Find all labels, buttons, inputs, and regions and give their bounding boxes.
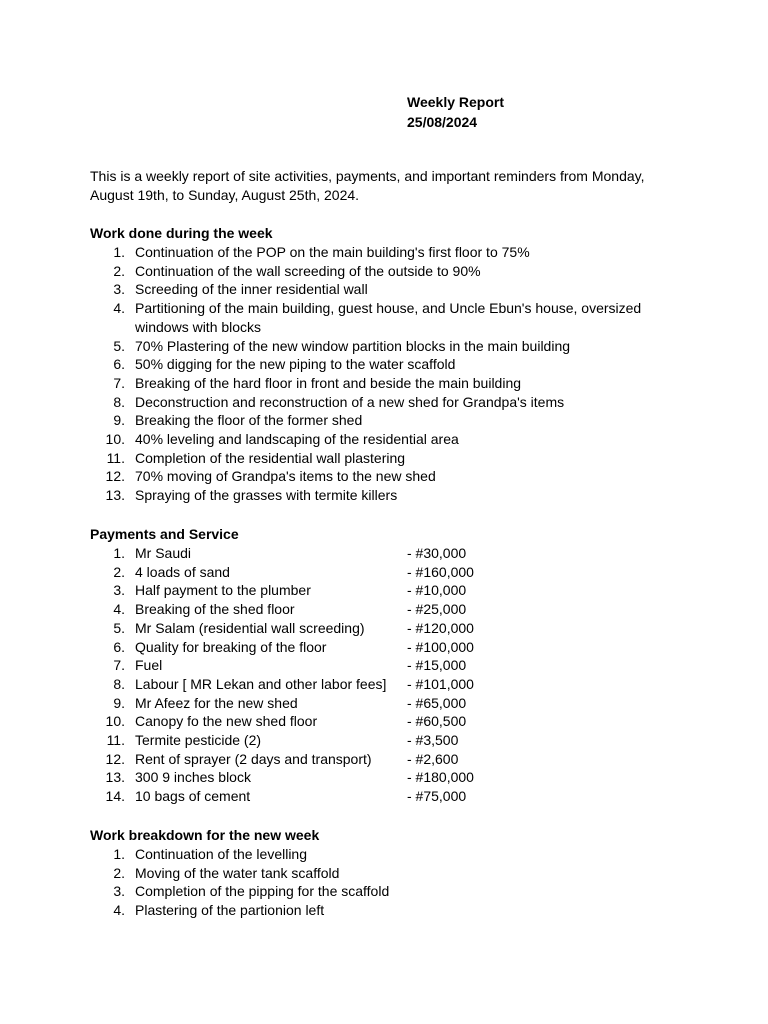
list-item: 4. Plastering of the partionion left xyxy=(113,902,325,919)
payment-description: Labour [ MR Lekan and other labor fees] xyxy=(135,675,387,692)
list-item: 12. 70% moving of Grandpa's items to the new shed xyxy=(105,468,436,485)
payment-amount: - #100,000 xyxy=(407,638,474,655)
report-title: Weekly Report xyxy=(407,94,504,110)
payment-description: Mr Saudi xyxy=(135,545,192,561)
payment-description: Breaking of the shed floor xyxy=(135,601,295,618)
list-item: 5. 70% Plastering of the new window partition blocks in the main building xyxy=(113,337,571,354)
list-item: 7. Breaking of the hard floor in front and beside the main building xyxy=(113,374,522,391)
payment-amount: - #160,000 xyxy=(407,563,474,580)
list-item: 4. Partitioning of the main building, guest house, and Uncle Ebun's house, oversized windows with blocks xyxy=(113,300,642,335)
payments-title: Payments and Service xyxy=(90,526,239,542)
list-item: 3. Completion of the pipping for the scaffold xyxy=(113,883,390,900)
table-row: 7. Fuel - #15,000 xyxy=(113,657,467,674)
table-row: 3. Half payment to the plumber - #10,000 xyxy=(113,582,467,599)
next-week-section xyxy=(90,826,690,920)
payments-section xyxy=(90,525,690,806)
payment-description: 300 9 inches block xyxy=(135,769,251,786)
payment-amount: - #25,000 xyxy=(407,601,467,618)
list-item: 2. Moving of the water tank scaffold xyxy=(113,864,340,881)
list-item: 11. Completion of the residential wall plastering xyxy=(106,449,406,466)
payment-amount: - #30,000 xyxy=(407,545,467,561)
table-row: 5. Mr Salam (residential wall screeding) - #120,000 xyxy=(113,619,474,636)
table-row: 4. Breaking of the shed floor - #25,000 xyxy=(113,601,467,618)
work-done-list xyxy=(90,243,690,505)
list-item: 1. Continuation of the POP on the main building's first floor to 75% xyxy=(113,244,530,260)
list-item: 9. Breaking the floor of the former shed xyxy=(113,412,363,429)
table-row: 10. Canopy fo the new shed floor - #60,500 xyxy=(105,713,467,730)
payment-description: Fuel xyxy=(135,657,163,674)
payment-description: Quality for breaking of the floor xyxy=(135,638,327,655)
payment-amount: - #101,000 xyxy=(407,675,474,692)
report-date: 25/08/2024 xyxy=(407,114,478,130)
payment-amount: - #180,000 xyxy=(407,769,474,786)
payment-description: Mr Salam (residential wall screeding) xyxy=(135,619,365,636)
payment-amount: - #60,500 xyxy=(407,713,467,730)
payment-description: 4 loads of sand xyxy=(135,563,230,580)
payment-amount: - #10,000 xyxy=(407,582,467,599)
table-row: 11. Termite pesticide (2) - #3,500 xyxy=(106,732,459,749)
payment-amount: - #65,000 xyxy=(407,694,467,711)
next-week-list xyxy=(90,845,690,920)
payment-description: Termite pesticide (2) xyxy=(135,732,262,749)
table-row: 13. 300 9 inches block - #180,000 xyxy=(105,769,474,786)
payment-description: Mr Afeez for the new shed xyxy=(135,694,298,711)
payment-description: 10 bags of cement xyxy=(135,788,251,805)
report-header xyxy=(407,92,504,132)
payments-list xyxy=(90,544,690,806)
next-week-title: Work breakdown for the new week xyxy=(90,827,320,843)
list-item: 2. Continuation of the wall screeding of the outside to 90% xyxy=(113,262,481,279)
table-row: 12. Rent of sprayer (2 days and transport) - #2,600 xyxy=(105,750,459,767)
payment-description: Canopy fo the new shed floor xyxy=(135,713,318,730)
payment-amount: - #120,000 xyxy=(407,619,474,636)
work-done-title: Work done during the week xyxy=(90,225,273,241)
table-row: 9. Mr Afeez for the new shed - #65,000 xyxy=(113,694,467,711)
payment-amount: - #3,500 xyxy=(407,732,459,749)
payment-amount: - #2,600 xyxy=(407,750,459,767)
table-row: 1. Mr Saudi - #30,000 xyxy=(113,545,467,561)
payment-description: Rent of sprayer (2 days and transport) xyxy=(135,750,372,767)
payment-description: Half payment to the plumber xyxy=(135,582,311,599)
intro-paragraph: This is a weekly report of site activities, payments, and important reminders from Monday, August 19th, to Sunday, August 25th, 2024. xyxy=(90,168,645,203)
list-item: 13. Spraying of the grasses with termite killers xyxy=(105,487,398,504)
payment-amount: - #75,000 xyxy=(407,788,467,805)
table-row: 8. Labour [ MR Lekan and other labor fees] - #101,000 xyxy=(113,675,474,692)
list-item: 1. Continuation of the levelling xyxy=(113,846,308,862)
work-done-section xyxy=(90,224,690,505)
table-row: 14. 10 bags of cement - #75,000 xyxy=(105,788,467,805)
list-item: 10. 40% leveling and landscaping of the residential area xyxy=(105,431,459,448)
payment-amount: - #15,000 xyxy=(407,657,467,674)
table-row: 2. 4 loads of sand - #160,000 xyxy=(113,563,474,580)
table-row: 6. Quality for breaking of the floor - #100,000 xyxy=(113,638,474,655)
list-item: 3. Screeding of the inner residential wall xyxy=(113,281,368,298)
list-item: 6. 50% digging for the new piping to the water scaffold xyxy=(113,356,456,373)
list-item: 8. Deconstruction and reconstruction of a new shed for Grandpa's items xyxy=(113,393,565,410)
